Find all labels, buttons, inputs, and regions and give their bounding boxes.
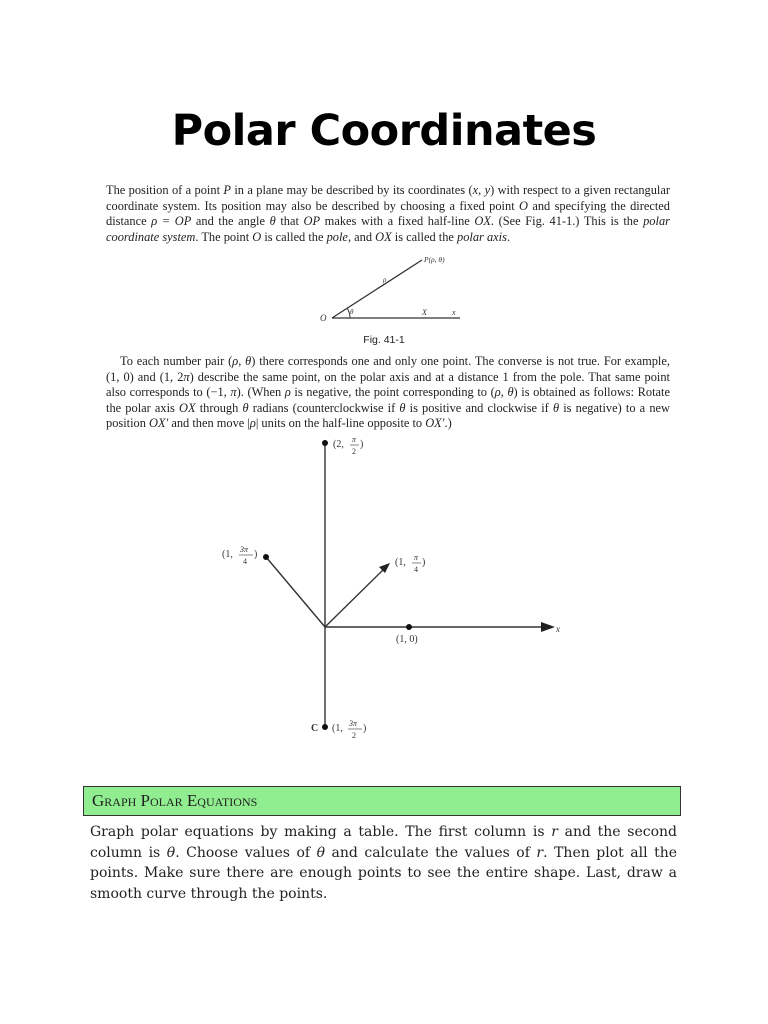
- italic-term: ρ = OP: [151, 214, 192, 229]
- italic-term: OP: [303, 214, 321, 229]
- svg-text:): ): [254, 549, 258, 560]
- italic-term: π: [183, 369, 190, 384]
- italic-term: r: [536, 844, 544, 861]
- text-run: ). (When: [236, 385, 285, 400]
- italic-term: ρ: [249, 416, 256, 431]
- svg-text:(1,: (1,: [395, 557, 406, 568]
- italic-term: OX: [474, 214, 491, 229]
- text-run: is negative) to a new position: [106, 400, 670, 431]
- svg-text:(1,: (1,: [222, 549, 233, 560]
- svg-text:3π: 3π: [349, 719, 358, 728]
- text-run: is positive and clockwise if: [405, 400, 553, 415]
- point-1-3pi-over-4: [263, 554, 269, 560]
- x-axis-label: x: [556, 624, 560, 634]
- text-run: is called the: [261, 229, 327, 244]
- text-run: is negative, the point corresponding to (: [290, 385, 495, 400]
- text-run: The position of a point: [106, 183, 224, 197]
- italic-term: θ: [242, 400, 249, 415]
- x-axis-arrow-icon: [541, 622, 555, 632]
- svg-text:4: 4: [414, 565, 418, 574]
- text-run: Graph polar equations by making a table. The first column is: [90, 824, 552, 840]
- c-label: C: [311, 723, 319, 734]
- italic-term: OX: [179, 400, 196, 415]
- theta-label: θ: [350, 308, 354, 316]
- svg-text:(2,: (2,: [333, 439, 344, 450]
- text-run: ) there corresponds one and only one point. The converse is not true. For example, (1, 0) and (1, 2: [106, 354, 670, 384]
- italic-term: OX: [375, 229, 392, 244]
- text-run: .): [444, 416, 452, 431]
- italic-term: θ: [269, 214, 276, 229]
- italic-term: polar coordinate system: [106, 214, 670, 244]
- text-run: that: [275, 214, 304, 229]
- italic-term: θ: [316, 844, 326, 861]
- x-label: X: [422, 308, 427, 317]
- italic-term: θ: [552, 400, 560, 415]
- italic-term: O: [252, 229, 262, 244]
- text-run: ,: [500, 385, 508, 400]
- text-run: and specifying the directed distance: [106, 198, 671, 229]
- point-1-3pi-over-2: [322, 724, 328, 730]
- label-1-pi-over-4: [395, 553, 425, 574]
- text-run: | units on the half-line opposite to: [255, 416, 426, 431]
- label-1-3pi-over-2: [332, 719, 366, 740]
- body-paragraph: [90, 822, 677, 904]
- rho-label: ρ: [383, 276, 387, 284]
- text-run: makes with a fixed half-line: [320, 214, 475, 229]
- svg-text:2: 2: [352, 447, 356, 456]
- italic-term: OX′: [149, 416, 169, 431]
- text-run: . The point: [195, 229, 253, 244]
- italic-term: θ: [166, 844, 176, 861]
- text-run: To each number pair (: [120, 354, 233, 368]
- svg-text:π: π: [352, 435, 357, 444]
- text-run: . (See Fig. 41-1.) This is the: [490, 214, 644, 229]
- text-run: , and: [347, 229, 376, 244]
- italic-term: polar axis: [457, 229, 507, 244]
- italic-term: pole: [326, 229, 348, 244]
- italic-term: π: [230, 385, 237, 400]
- text-run: ) describe the same point, on the polar axis and at a distance 1 from the pole. That same point also corresponds to (−1,: [106, 369, 670, 400]
- text-run: and calculate the values of: [325, 844, 537, 861]
- svg-text:4: 4: [243, 557, 247, 566]
- text-run: and the angle: [191, 214, 270, 229]
- text-run: in a plane may be described by its coordinates (: [230, 183, 473, 197]
- svg-text:π: π: [414, 553, 419, 562]
- figure-caption: Fig. 41-1: [363, 334, 405, 346]
- italic-term: ρ: [232, 354, 239, 368]
- text-run: ) with respect to a given rectangular coordinate system. Its position may also be described by choosing a fixed point: [106, 183, 670, 213]
- italic-term: θ: [245, 354, 252, 368]
- point-p-label: P(ρ, θ): [424, 255, 445, 264]
- svg-text:2: 2: [352, 731, 356, 740]
- italic-term: θ: [507, 385, 514, 400]
- svg-text:(1,: (1,: [332, 723, 343, 734]
- text-run: and then move |: [168, 416, 250, 431]
- point-2-pi-over-2: [322, 440, 328, 446]
- text-run: is called the: [391, 229, 458, 244]
- text-run: .: [506, 229, 511, 244]
- text-run: ,: [238, 354, 246, 368]
- axis-end-label: x: [452, 308, 456, 317]
- italic-term: r: [551, 824, 558, 840]
- page-title: Polar Coordinates: [171, 106, 597, 156]
- text-run: radians (counterclockwise if: [248, 400, 400, 415]
- italic-term: θ: [399, 400, 406, 415]
- italic-term: P: [223, 183, 231, 197]
- text-run: through: [195, 400, 243, 415]
- text-run: . Choose values of: [175, 844, 317, 861]
- text-run: ) is obtained as follows: Rotate the polar axis: [106, 385, 670, 415]
- italic-term: x: [472, 183, 479, 197]
- svg-text:3π: 3π: [240, 545, 249, 554]
- italic-term: O: [519, 198, 528, 213]
- italic-term: ρ: [494, 385, 501, 400]
- svg-text:): ): [363, 723, 367, 734]
- label-1-3pi-over-4: [222, 545, 257, 566]
- text-run: ,: [478, 183, 485, 197]
- label-2-pi-over-2: [333, 435, 363, 456]
- section-heading: Graph Polar Equations: [83, 786, 681, 816]
- italic-term: OX′: [425, 416, 445, 431]
- svg-text:): ): [360, 439, 364, 450]
- italic-term: y: [484, 183, 491, 197]
- text-run: and the second column is: [90, 824, 677, 861]
- text-run: . Then plot all the points. Make sure there are enough points to see the entire shape. Last, draw a smooth curve through the points.: [90, 844, 677, 902]
- point-1-0: [406, 624, 412, 630]
- origin-label: O: [320, 313, 327, 323]
- svg-text:): ): [422, 557, 426, 568]
- italic-term: ρ: [284, 385, 291, 400]
- label-1-0: [396, 634, 418, 645]
- svg-text:(1, 0): (1, 0): [396, 634, 418, 645]
